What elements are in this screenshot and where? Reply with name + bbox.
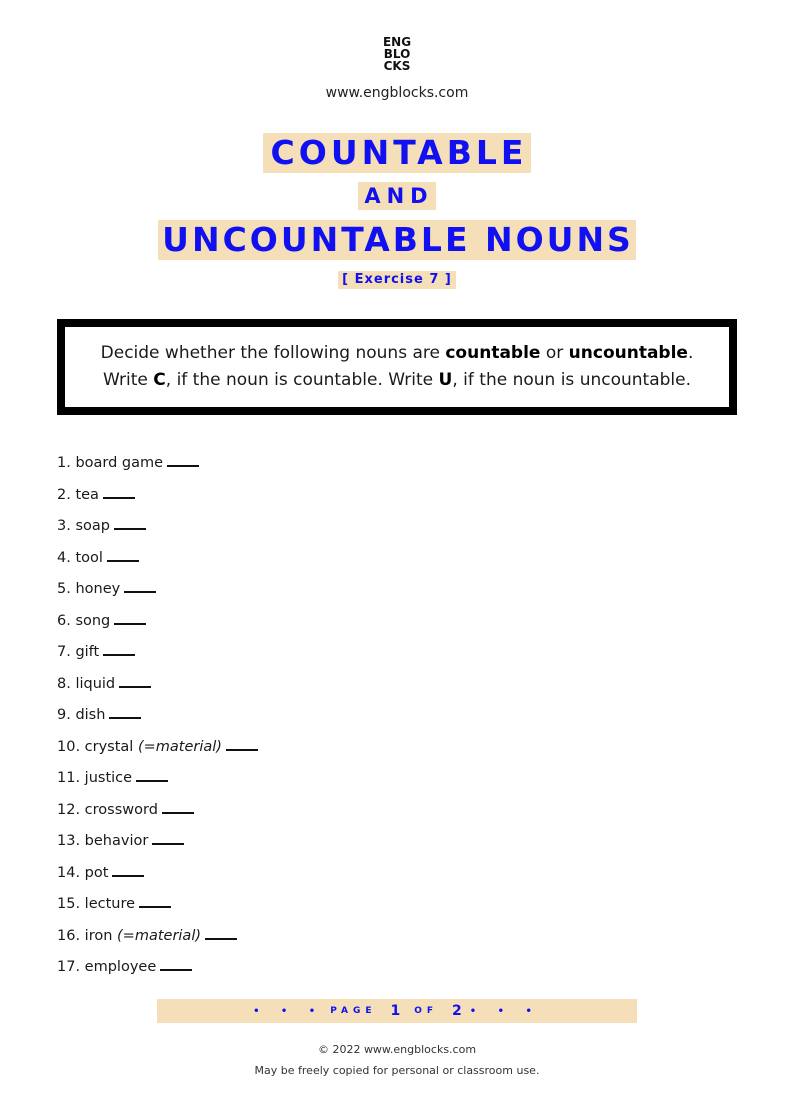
answer-blank[interactable] [112,874,144,877]
list-item [57,671,737,703]
answer-blank[interactable] [152,842,184,845]
list-item [57,734,737,766]
answer-blank[interactable] [160,968,192,971]
item-text: 12. crossword [57,801,158,818]
list-item [57,639,737,671]
title-line-3-wrap [0,220,794,260]
title-and: AND [358,182,435,210]
item-text: 5. honey [57,581,121,597]
instruction-bold: uncountable [568,343,688,363]
list-item [57,765,737,797]
answer-blank[interactable] [162,811,194,814]
item-text: 13. behavior [57,833,149,849]
item-text: 15. lecture [57,896,136,912]
instruction-line-1 [101,340,694,367]
answer-blank[interactable] [139,905,171,908]
instructions-box [57,319,737,415]
item-note: (=material) [117,927,201,944]
title-line-2-wrap [0,182,794,210]
item-text: 2. tea [57,486,99,503]
item-text: 1. board game [57,455,164,471]
item-text: 14. pot [57,864,109,881]
item-text: 16. iron [57,927,113,944]
item-text: 6. song [57,612,111,629]
engblocks-logo [0,36,794,72]
list-item [57,545,737,577]
logo-line: ENG [382,35,412,49]
of-word: OF [414,1006,439,1016]
instruction-text: or [540,343,569,363]
copyright: © 2022 www.engblocks.com [317,1043,477,1056]
list-item [57,828,737,860]
current-page: 1 [390,1003,401,1019]
list-item [57,702,737,734]
pagination-dots: • • • [469,1005,541,1017]
title-uncountable-nouns: UNCOUNTABLE NOUNS [158,220,636,260]
item-text: 10. crystal [57,738,134,755]
answer-blank[interactable] [109,716,141,719]
exercise-list [57,450,737,986]
answer-blank[interactable] [226,748,258,751]
list-item [57,482,737,514]
instruction-bold: countable [445,343,541,363]
item-text: 7. gift [57,644,100,660]
item-text: 11. justice [57,770,133,786]
list-item [57,576,737,608]
list-item [57,608,737,640]
site-url: www.engblocks.com [325,85,469,101]
item-note: (=material) [137,738,222,755]
exercise-label: [ Exercise 7 ] [338,271,456,289]
instruction-line-2 [103,367,691,394]
answer-blank[interactable] [124,590,156,593]
list-item [57,450,737,482]
instruction-text: Write [102,370,154,390]
exercise-label-wrap [0,268,794,289]
answer-blank[interactable] [107,559,139,562]
item-text: 4. tool [57,549,103,566]
answer-blank[interactable] [167,464,199,467]
instruction-text: Decide whether the following nouns are [100,343,446,363]
page-word: PAGE [330,1006,377,1016]
answer-blank[interactable] [205,937,237,940]
title-line-1-wrap [0,133,794,173]
total-pages: 2 [452,1003,462,1019]
license-note: May be freely copied for personal or classroom use. [254,1064,540,1077]
instruction-text: . [687,343,694,363]
list-item [57,513,737,545]
answer-blank[interactable] [114,622,146,625]
item-text: 9. dish [57,707,106,723]
answer-blank[interactable] [114,527,146,530]
item-text: 3. soap [57,518,110,534]
instruction-bold: C [153,370,166,390]
list-item [57,797,737,829]
instruction-bold: U [438,370,453,390]
title-countable: COUNTABLE [263,133,532,173]
answer-blank[interactable] [136,779,168,782]
answer-blank[interactable] [103,653,135,656]
answer-blank[interactable] [103,496,135,499]
instruction-text: , if the noun is countable. Write [165,370,439,390]
instruction-text: , if the noun is uncountable. [452,370,691,390]
answer-blank[interactable] [119,685,151,688]
list-item [57,860,737,892]
list-item [57,923,737,955]
item-text: 17. employee [57,959,157,975]
list-item [57,891,737,923]
pagination-bar [157,999,637,1023]
list-item [57,954,737,986]
pagination-dots: • • • [253,1005,325,1017]
item-text: 8. liquid [57,675,116,692]
logo-line: BLO [383,47,411,61]
logo-line: CKS [383,59,411,73]
